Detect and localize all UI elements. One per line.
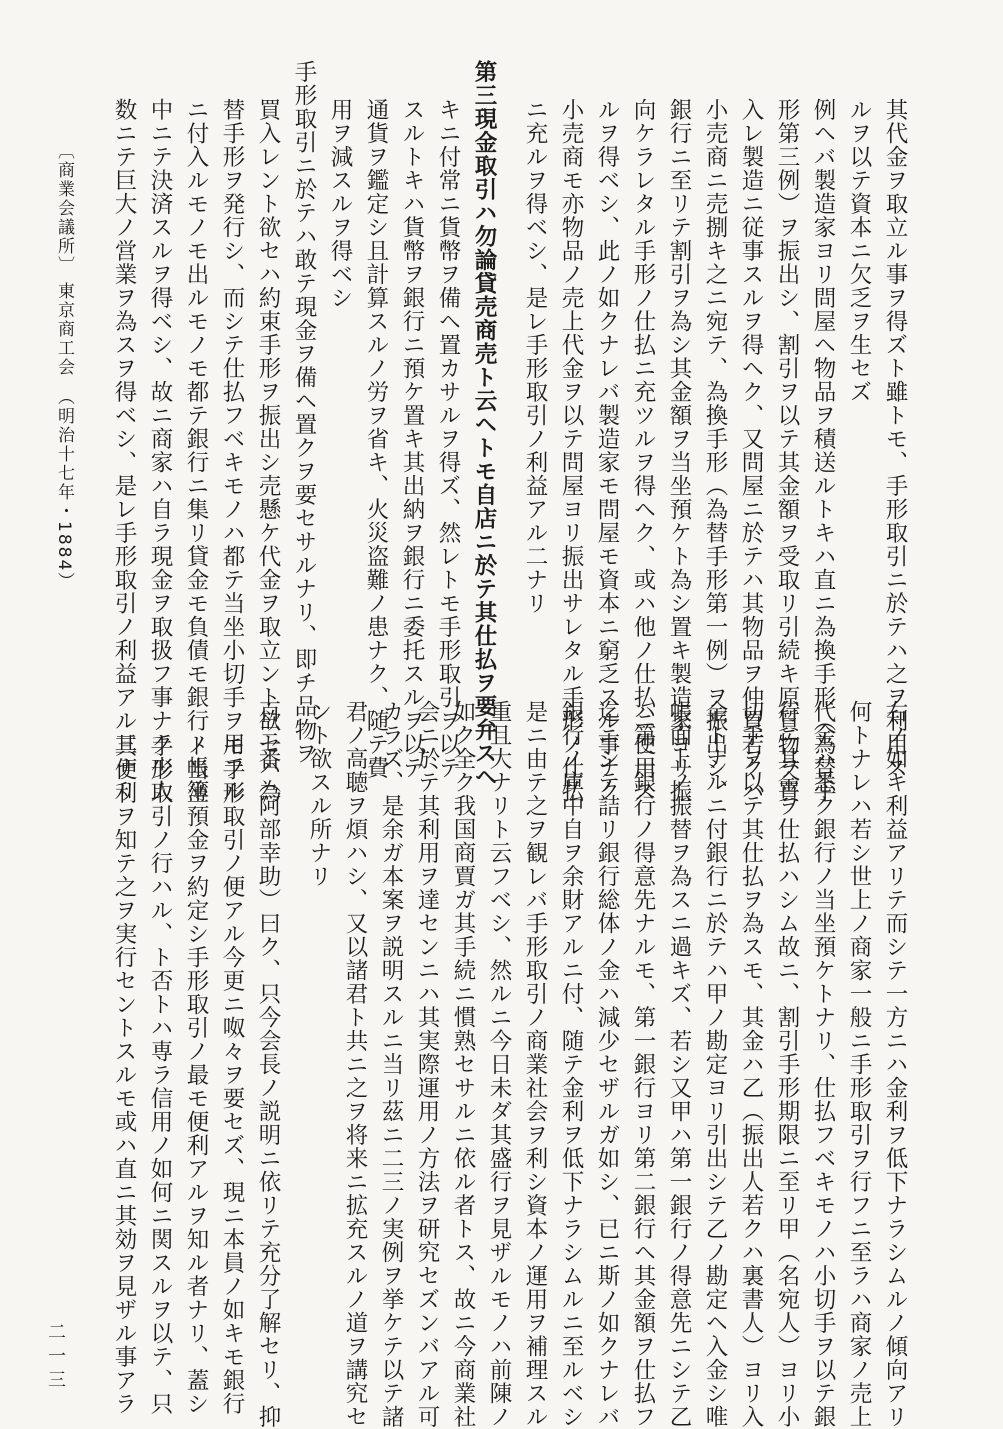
text-column: 金トナルニ付銀行ニ於テハ甲ノ勘定ヨリ引出シテ乙ノ勘定ヘ入金シ唯 <box>702 700 728 1429</box>
text-column: 迄ニシテ詰リ銀行総体ノ金ハ減少セザルガ如シ、已ニ斯ノ如クナレバ <box>594 700 620 1429</box>
footer-era: （明治十七年・1884） <box>54 388 74 592</box>
text-column: 会ニ於テ其利用ヲ達センニハ其実際運用ノ方法ヲ研究セズンバアル可 <box>414 700 440 1429</box>
text-column: 用ヲ減スルヲ得ベシ <box>327 98 353 310</box>
text-column: ト当坐預金ヲ約定シ手形取引ノ最モ便利アルヲ知ル者ナリ、蓋シ <box>183 734 209 1416</box>
text-column: 形第三例）ヲ振出シ、割引ヲ以テ其金額ヲ受取リ引続キ原質物ヲ買 <box>774 98 800 803</box>
text-column: 銀行ノ庫中自ヲ余財アルニ付、随テ金利ヲ低下ナラシムルニ至ルベシ <box>558 700 584 1429</box>
text-column: 数ニテ巨大ノ営業ヲ為スヲ得ベシ、是レ手形取引ノ利益アル三ナリ <box>111 98 137 803</box>
text-column: ルヲ以テ資本ニ欠乏ヲ生セズ <box>846 98 872 404</box>
text-column: 代金ハ悉ク銀行ノ当坐預ケトナリ、仕払フベキモノハ小切手ヲ以テ銀 <box>810 700 836 1429</box>
text-column: 替手形ヲ発行シ、而シテ仕払フベキモノハ都テ当坐小切手ヲ用フル <box>219 98 245 803</box>
text-column: 向ケラレタル手形ノ仕払ニ充ツルヲ得ヘク、或ハ他ノ仕払ニ使用ス <box>630 98 656 803</box>
text-column: 買入レント欲セハ約束手形ヲ振出シ売懸ケ代金ヲ取立ント欲セハ為 <box>255 98 281 803</box>
text-column: カラズ、是余ガ本案ヲ説明スルニ当リ茲ニ二三ノ実例ヲ挙ケテ以テ諸 <box>378 700 404 1429</box>
text-column: ニ付入ルモノモ出ルモノモ都テ銀行ニ集リ貸金モ負債モ銀行ノ帳簿 <box>183 98 209 803</box>
text-column: 小売商ニ売捌キ之ニ宛テ、為換手形（為替手形第一例）ヲ振出シ、 <box>702 98 728 803</box>
text-column: 何トナレハ若シ世上ノ商家一般ニ手形取引ヲ行フニ至ラハ商家ノ売上 <box>846 700 872 1429</box>
text-column: 重且大ナリト云フベシ、然ルニ今日未ダ其盛行ヲ見ザルモノハ前陳ノ <box>486 700 512 1429</box>
text-column: 入レ製造ニ従事スルヲ得ヘク、又問屋ニ於テハ其物品ヲ仲買若クハ <box>738 98 764 803</box>
section-heading: 第三現金取引ハ勿論貸売商売ト云ヘトモ自店ニ於テ其仕払ヲ要弁スヘ <box>471 60 497 789</box>
text-column: 行ニ其金ヲ仕払ハシム故ニ、割引手形期限ニ至リ甲（名宛人）ヨリ小 <box>774 700 800 1429</box>
footer-publisher: 東京商工会 <box>54 282 74 377</box>
text-column: 如ク全ク我国商賈ガ其手続ニ慣熟セサルニ依ル者トス、故ニ今商業社 <box>450 700 476 1429</box>
text-column: 銀行ニ至リテ割引ヲ為シ其金額ヲ当坐預ケト為シ置キ製造家ヨリ振 <box>666 98 692 803</box>
text-column: 帳面上ノ振替ヲ為スニ過キズ、若シ又甲ハ第一銀行ノ得意先ニシテ乙 <box>666 700 692 1429</box>
text-column: ルヲ得ベシ、此ノ如クナレバ製造家モ問屋モ資本ニ窮乏スル事ナク <box>594 98 620 803</box>
text-column: キニ付常ニ貨幣ヲ備ヘ置カサルヲ得ズ、然レトモ手形取引ヲ以テ <box>435 98 461 780</box>
text-column: 右ノ如キ利益アリテ而シテ一方ニハ金利ヲ低下ナラシムルノ傾向アリ <box>882 700 908 1429</box>
text-column: 其代金ヲ取立ル事ヲ得ズト雖トモ、手形取引ニ於テハ之ヲ利用ス <box>882 98 908 780</box>
text-column: 是ニ由テ之ヲ観レバ手形取引ノ商業社会ヲ利シ資本ノ運用ヲ補理スル <box>522 700 548 1429</box>
text-column: 通貨ヲ鑑定シ且計算スルノ労ヲ省キ、火災盗難ノ患ナク、随テ費 <box>363 98 389 780</box>
text-column: 例ヘバ製造家ヨリ問屋ヘ物品ヲ積送ルトキハ直ニ為換手形（為替手 <box>810 98 836 803</box>
speaker-column: 百三番（阿部幸助）曰ク、只今会長ノ説明ニ依リテ充分了解セリ、抑 <box>255 700 281 1429</box>
text-column: ニ充ルヲ得ベシ、是レ手形取引ノ利益アル二ナリ <box>522 98 548 615</box>
text-column: 中ニテ決済スルヲ得ベシ、故ニ商家ハ自ラ現金ヲ取扱フ事ナク少人 <box>147 98 173 803</box>
text-column: ント欲スル所ナリ <box>306 700 332 888</box>
text-column: 手形取引ニ於テハ敢テ現金ヲ備ヘ置クヲ要セサルナリ、即チ品物ヲ <box>291 60 317 765</box>
text-column: モ手形取引ノ便アル今更ニ呶々ヲ要セズ、現ニ本員ノ如キモ銀行 <box>219 734 245 1416</box>
text-column: 手形取引ノ行ハル、ト否トハ専ラ信用ノ如何ニ関スルヲ以テ、只 <box>147 734 173 1416</box>
text-column: ハ第二銀行ノ得意先ナルモ、第一銀行ヨリ第二銀行ヘ其金額ヲ仕払フ <box>630 700 656 1429</box>
text-column: 小売商モ亦物品ノ売上代金ヲ以テ問屋ヨリ振出サレタル手形ノ仕払 <box>558 98 584 803</box>
footer-org: 〔商業会議所〕 <box>54 142 74 275</box>
text-column: 君ノ高聴ヲ煩ハシ、又以諸君ト共ニ之ヲ将来ニ拡充スルノ道ヲ講究セ <box>342 700 368 1429</box>
text-column: 切手ヲ以テ其仕払ヲ為スモ、其金ハ乙（振出人若クハ裏書人）ヨリ入 <box>738 700 764 1429</box>
text-column: スルトキハ貨幣ヲ銀行ニ預ケ置キ其出納ヲ銀行ニ委托スルヲ以テ <box>399 98 425 780</box>
page-number: 二一三 <box>45 1322 66 1394</box>
text-column: 其便利ヲ知テ之ヲ実行セントスルモ或ハ直ニ其効ヲ見ザル事アラ <box>111 734 137 1416</box>
